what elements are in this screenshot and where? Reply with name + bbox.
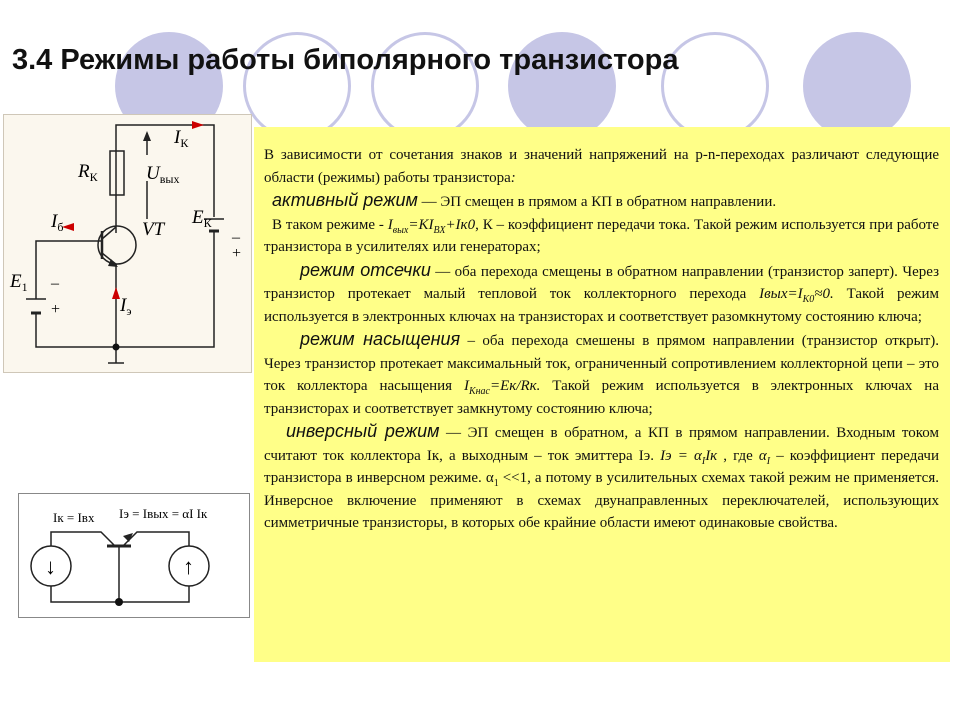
left-current-label: Iк = Iвх (53, 510, 95, 525)
saturation-mode-term: режим насыщения (300, 329, 461, 349)
circuit-svg (4, 115, 253, 374)
rk-label: $R_К$ (78, 161, 98, 184)
right-current-label: Iэ = Iвых = αI Iк (119, 506, 208, 521)
vt-label: VT (142, 219, 165, 240)
inverse-circuit-svg (19, 494, 251, 619)
transistor-vt (98, 226, 136, 264)
modes-description-box (254, 127, 950, 662)
ik-arrow-icon (192, 121, 204, 129)
active-mode-paragraph: активный режим — ЭП смещен в прямом а КП в обратном направлении. (272, 190, 777, 210)
ib-arrow-icon (62, 223, 74, 231)
e1-label: $E_1$ (10, 271, 28, 294)
arrow-down-icon: ↓ (45, 554, 56, 579)
ek-minus: – (232, 229, 240, 246)
deco-circle-6 (803, 32, 911, 140)
ib-label: $I_б$ (51, 211, 64, 234)
ek-plus: + (232, 245, 242, 262)
emitter-arrowhead (108, 259, 118, 267)
common-node (115, 598, 123, 606)
active-mode-term: активный режим (272, 190, 418, 210)
saturation-mode-paragraph: режим насыщения – оба перехода смешены в прямом направлении (транзистор открыт). Через транзистор протекает максимальный ток, ограниченный сопротивлением коллекторной цепи – это ток коллектора насыщения $I_{Кнас}=Eк/Rк$. Такой режим используется в электронных ключах на транзисторах и соответствует замкнутому состоянию ключа; (264, 329, 939, 417)
inverse-mode-term: инверсный режим (286, 421, 440, 441)
ground-node (113, 344, 120, 351)
inverse-mode-circuit-diagram (18, 493, 250, 618)
cutoff-mode-term: режим отсечки (300, 259, 431, 280)
ie-label: $I_э$ (120, 295, 132, 318)
ie-arrow-icon (112, 287, 120, 299)
arrow-up-icon: ↑ (183, 554, 194, 579)
right-ground-wire (116, 231, 214, 347)
cutoff-mode-paragraph: режим отсечки — оба перехода смещены в обратном направлении (транзистор заперт). Через транзистор протекает малый тепловой ток коллекторного перехода $Iвых=I_{К0}\approx 0$. Такой режим используется в электронных ключах на транзисторах и соответствует разомкнутому состоянию ключа; (264, 259, 940, 325)
top-wire (51, 532, 189, 546)
page-title: 3.4 Режимы работы биполярного транзистора (12, 44, 679, 76)
uvyh-arrowhead (143, 131, 151, 141)
e1-minus: – (51, 275, 59, 292)
ek-label: $E_К$ (192, 207, 212, 230)
active-mode-details: В таком режиме - $I_{вых}=KI_{ВХ}+Iк0$, К – коэффициент передачи тока. Такой режим используется при работе транзистора в усилителях или генераторах; (264, 216, 940, 255)
ik-label: $I_К$ (174, 127, 189, 150)
rk-resistor (110, 151, 124, 195)
transistor-circuit-diagram (3, 114, 252, 373)
inverse-mode-paragraph: инверсный режим — ЭП смещен в обратном, а КП в прямом направлении. Входным током считают ток коллектора Iк, а выходным – ток эмиттера Iэ. Iэ = $\alpha_IIк$ , где $\alpha_I$ – коэффициент передачи транзистора в инверсном режиме. $\alpha_1 <<1$, а потому в усилительных схемах такой режим не применяется. Инверсное включение применяют в схемах двунаправленных переключателей, использующих симметричные транзисторы, в которых обе крайние области имеют одинаковые свойства. (264, 421, 939, 531)
uvyh-label: $U_{вых}$ (146, 163, 180, 186)
e1-plus: + (51, 301, 61, 318)
emitter-base-wire (36, 241, 116, 347)
intro-paragraph: В зависимости от сочетания знаков и значений напряжений на p-n-переходах различают следующие области (режимы) работы транзистора: (264, 147, 939, 186)
